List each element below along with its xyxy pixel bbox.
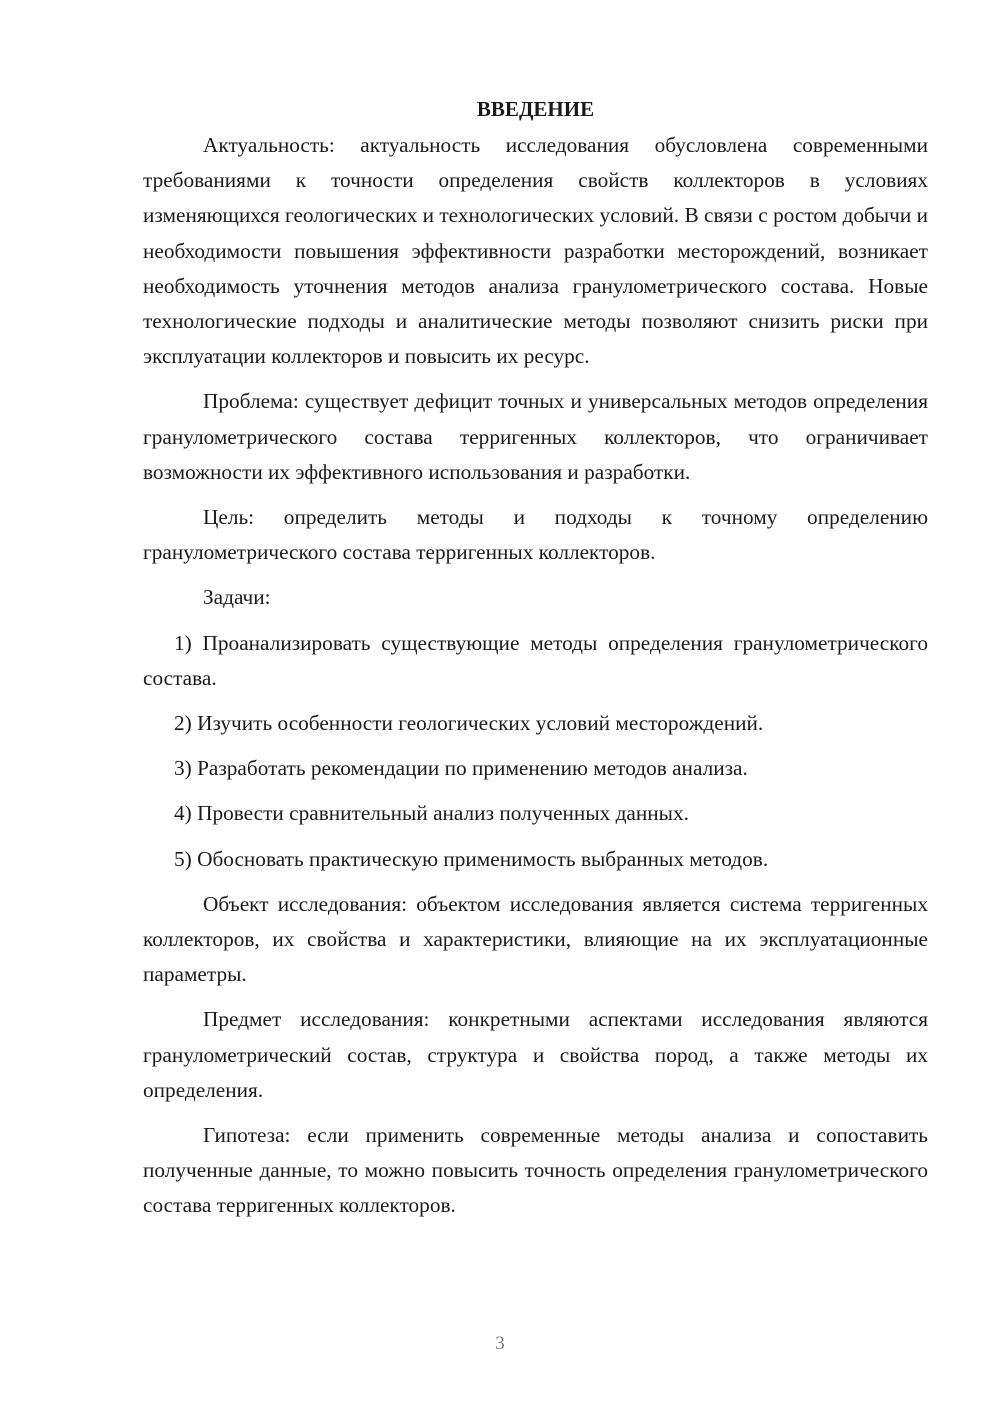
- paragraph-hypothesis: Гипотеза: если применить современные методы анализа и сопоставить полученные данные, то можно повысить точность определения гранулометрического состава терригенных коллекторов.: [143, 1123, 928, 1218]
- task-item-4: 4) Провести сравнительный анализ полученных данных.: [174, 801, 689, 826]
- paragraph-goal: Цель: определить методы и подходы к точному определению гранулометрического состава терригенных коллекторов.: [143, 505, 928, 565]
- tasks-heading: Задачи:: [203, 585, 271, 610]
- page-number: 3: [495, 1333, 505, 1354]
- document-page: [143, 92, 928, 1234]
- paragraph-subject: Предмет исследования: конкретными аспектами исследования являются гранулометрический состав, структура и свойства пород, а также методы их определения.: [143, 1007, 928, 1102]
- task-item-5: 5) Обосновать практическую применимость выбранных методов.: [174, 846, 769, 871]
- paragraph-relevance: Актуальность: актуальность исследования обусловлена современными требованиями к точности определения свойств коллекторов в условиях изменяющихся геологических и технологических условий. В связи с ростом добычи и необходимости повышения эффективности разработки месторождений, возникает необходимость уточнения методов анализа гранулометрического состава. Новые технологические подходы и аналитические методы позволяют снизить риски при эксплуатации коллекторов и повысить их ресурс.: [143, 133, 928, 369]
- task-item-2: 2) Изучить особенности геологических условий месторождений.: [174, 711, 764, 736]
- paragraph-problem: Проблема: существует дефицит точных и универсальных методов определения гранулометрического состава терригенных коллекторов, что ограничивает возможности их эффективного использования и разработки.: [143, 389, 928, 484]
- task-item-3: 3) Разработать рекомендации по применению методов анализа.: [174, 756, 748, 781]
- task-item-1: 1) Проанализировать существующие методы определения гранулометрического состава.: [143, 630, 928, 690]
- paragraph-object: Объект исследования: объектом исследования является система терригенных коллекторов, их свойства и характеристики, влияющие на их эксплуатационные параметры.: [143, 891, 928, 987]
- section-title: ВВЕДЕНИЕ: [476, 97, 595, 121]
